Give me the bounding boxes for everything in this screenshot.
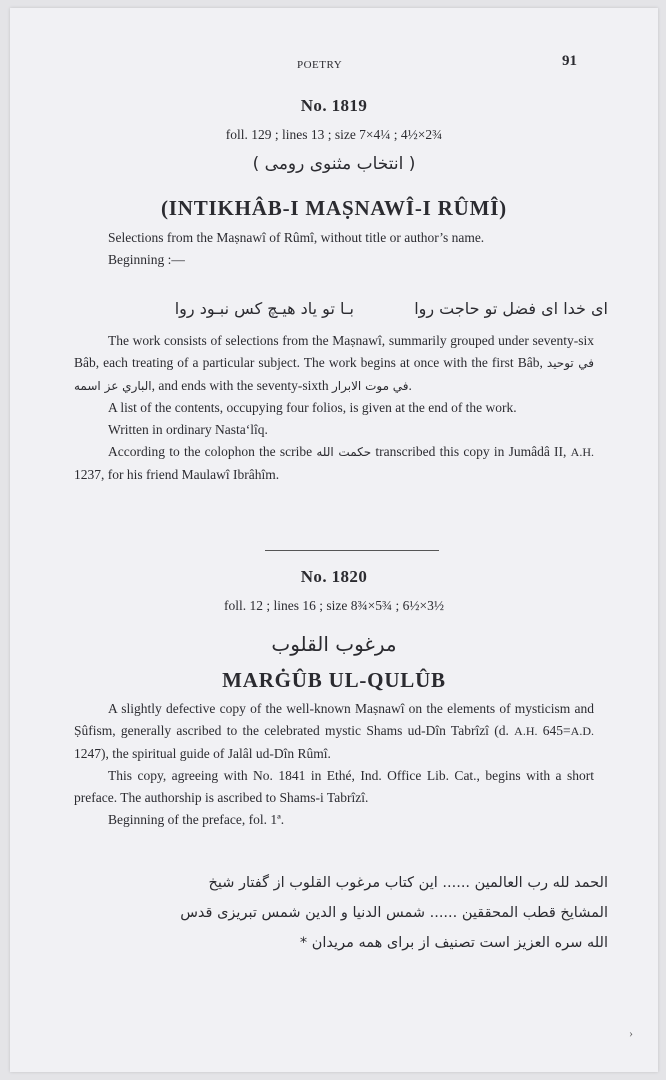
text: and ends with the seventy-sixth [158,377,329,393]
text: 645= [542,723,571,739]
scribe-name-arabic: حكمت الله [316,445,372,460]
verse-hemistich-left: بـا تو یاد هیـچ کس نبـود روا [174,299,354,318]
preface-arabic-block [80,868,608,958]
text: A slightly defective copy of the well-known Maṣnawî on the elements of mysticism and Ṣûfism, generally ascribed to the celebrated mystic Shams ud-Dîn Tabrîzî (d. [74,701,594,739]
text: 1247), the spiritual guide of Jalâl ud-Dîn Rûmî. [74,745,331,761]
book-page [10,8,658,1072]
description-text: Selections from the Maṣnawî of Rûmî, without title or author’s name. [108,230,485,245]
description-1819 [74,227,594,272]
paragraph-description [74,698,594,765]
page-number: 91 [562,53,577,69]
entry-number-1820: No. 1820 [300,567,368,586]
text: According to the colophon the scribe [108,444,313,460]
era-abbrev: A.H. [514,724,538,739]
collation-1819: foll. 129 ; lines 13 ; size 7×4¼ ; 4½×2¾ [225,127,443,142]
paragraph-colophon [74,441,594,486]
first-bab-arabic: في توحيد الباري عز اسمه [74,356,595,393]
persian-title-1819: ( انتخاب مثنوی رومی ) [252,154,416,174]
text: transcribed this copy in Jumâdâ II, [375,444,567,460]
preface-line: الحمد لله رب العالمين ...... این کتاب مرغوب القلوب از گفتار شیخ [208,875,608,891]
paragraph-contents: The work consists of selections from the Maṣnawî, summarily grouped under seventy-six Bâb, each treating of a particular subject. The work begins at once with the first Bâb, في توحيد الباري عز اسمه, and ends with the seventy-sixth في موت الابرار. [74,333,595,393]
body-1819 [74,330,594,486]
text: The work consists of selections from the Maṣnawî, summarily grouped under seventy-six Bâb, each treating of a particular subject. The work begins at once with the first Bâb, [74,333,594,371]
title-1820: MARĠÛB UL-QULÛB [222,668,446,692]
section-divider [265,550,439,551]
era-abbrev: A.H. [570,445,594,460]
running-header: POETRY [297,59,343,71]
last-bab-arabic: في موت الابرار [331,378,409,393]
page-edge-mark: › [629,1026,633,1040]
preface-line: الله سره العزیز است تصنیف از برای همه مریدان * [299,935,608,951]
collation-1820: foll. 12 ; lines 16 ; size 8¾×5¾ ; 6½×3½ [224,598,444,613]
beginning-label: Beginning :— [108,252,185,268]
preface-line: المشایخ قطب المحققین ...... شمس الدنیا و الدین شمس تبریزی قدس [180,905,608,921]
era-abbrev: A.D. [570,724,595,739]
persian-title-1820: مرغوب القلوب [271,632,397,656]
paragraph-list: A list of the contents, occupying four folios, is given at the end of the work. [108,399,517,415]
title-1819: (INTIKHÂB-I MAṢNAWÎ-I RÛMÎ) [161,196,507,220]
body-1820 [74,698,594,832]
verse-hemistich-right: ای خدا ای فضل تو حاجت روا [414,299,608,318]
paragraph-script: Written in ordinary Nasta‘lîq. [108,422,268,438]
paragraph-preface-label: Beginning of the preface, fol. 1ª. [108,812,285,828]
paragraph-agreement: This copy, agreeing with No. 1841 in Ethé, Ind. Office Lib. Cat., begins with a short preface. The authorship is ascribed to Shams-i Tabrîzî. [74,767,594,806]
text: 1237, for his friend Maulawî Ibrâhîm. [74,466,280,482]
entry-number-1819: No. 1819 [300,96,368,115]
